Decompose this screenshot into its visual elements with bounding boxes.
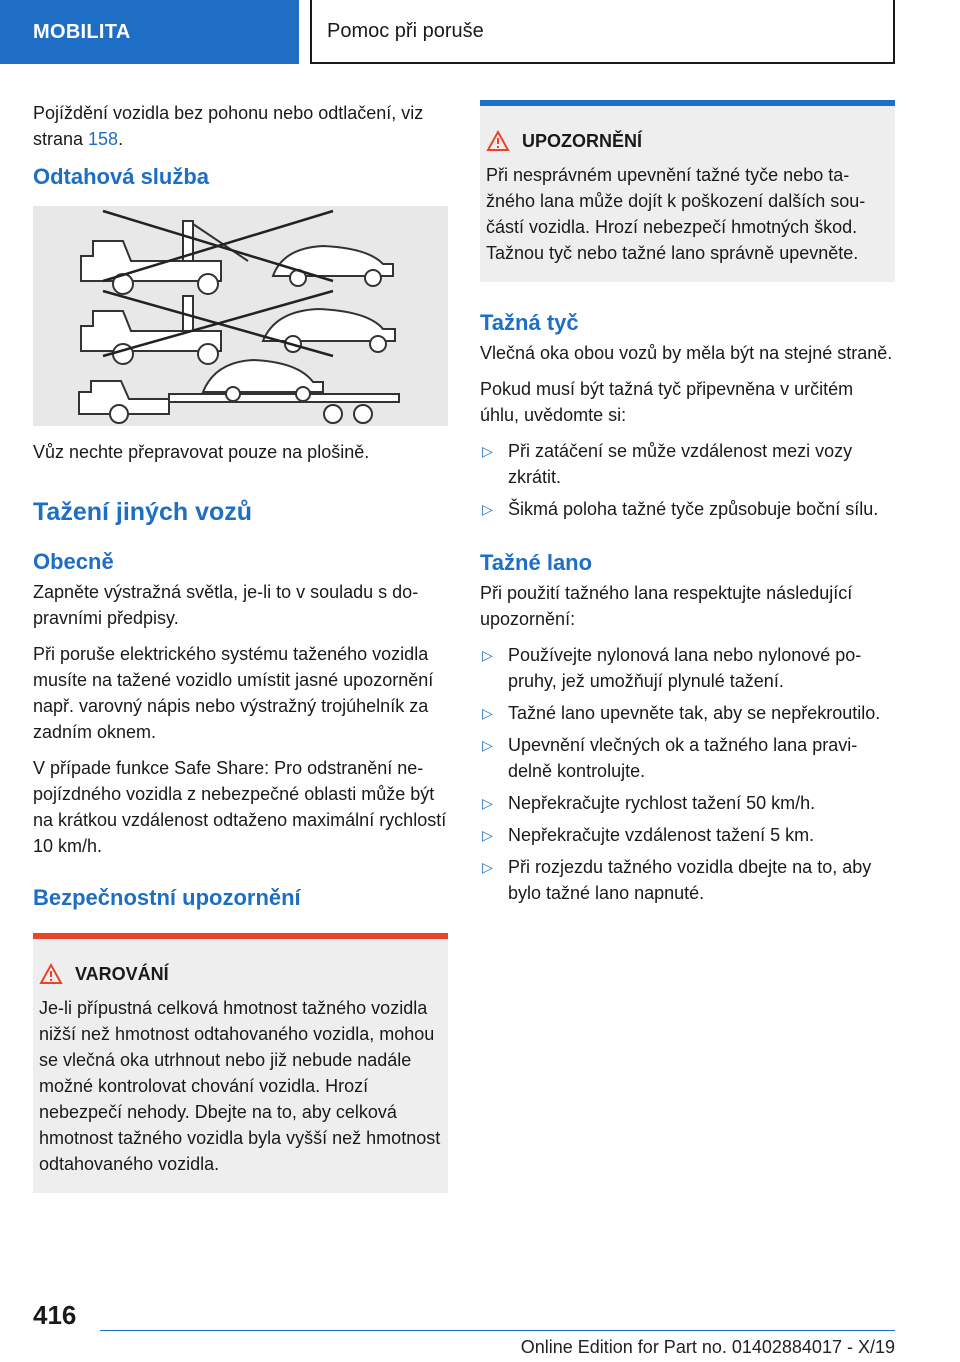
header-section-tab <box>0 0 299 64</box>
list-item: ▷ Při rozjezdu tažného vozidla dbejte na to, aby bylo tažné lano napnuté. <box>480 854 895 906</box>
heading-towing-other-vehicles: Tažení jiných vozů <box>33 498 253 526</box>
list-bullet-triangle-icon: ▷ <box>482 501 493 517</box>
heading-towing-service: Odtahová služba <box>33 164 210 189</box>
warning-title: VAROVÁNÍ <box>75 963 169 984</box>
page-link-158[interactable]: 158 <box>88 129 119 149</box>
tow-bar-list <box>480 438 895 522</box>
list-bullet-triangle-icon: ▷ <box>482 859 493 875</box>
towing-illustration <box>33 206 448 426</box>
tow-rope-list <box>480 642 895 906</box>
intro-paragraph <box>33 100 448 152</box>
footer-edition: Online Edition for Part no. 01402884017 - X/19 <box>100 1330 895 1358</box>
caution-title: UPOZORNĚNÍ <box>522 130 643 151</box>
intro-end: . <box>118 129 124 149</box>
warning-box <box>33 933 448 1193</box>
list-bullet-triangle-icon: ▷ <box>482 827 493 843</box>
list-item: ▷ Při zatáčení se může vzdálenost mezi vozy zkrátit. <box>480 438 895 490</box>
general-paragraph-2: Při poruše elektrického systému taženého vozidla musíte na tažené vozidlo umístit jasné upozornění např. varovný nápis nebo výstražný trojúhelník za zadním oknem. <box>33 644 434 742</box>
tow-rope-paragraph: Při použití tažného lana respektujte následující upozornění: <box>480 583 853 629</box>
left-column <box>33 100 448 1193</box>
warning-title-row <box>39 963 442 985</box>
tow-trucks-illustration <box>33 206 448 426</box>
warning-triangle-icon <box>486 130 510 152</box>
heading-safety-notes: Bezpečnostní upozornění <box>33 885 301 910</box>
warning-triangle-icon <box>39 963 63 985</box>
intro-text: Pojíždění vozidla bez pohonu nebo odtlačení, viz strana <box>33 103 424 149</box>
list-bullet-triangle-icon: ▷ <box>482 705 493 721</box>
list-item: ▷ Šikmá poloha tažné tyče způsobuje boční sílu. <box>480 496 895 522</box>
tow-bar-paragraph-2: Pokud musí být tažná tyč připevněna v určitém úhlu, uvědomte si: <box>480 379 854 425</box>
list-item: ▷ Tažné lano upevněte tak, aby se nepřekroutilo. <box>480 700 895 726</box>
header-chapter-label: Pomoc při poruše <box>327 19 484 42</box>
right-column <box>480 100 895 916</box>
general-paragraph-1: Zapněte výstražná světla, je-li to v souladu s dopravními předpisy. <box>33 582 419 628</box>
list-bullet-triangle-icon: ▷ <box>482 443 493 459</box>
list-item: ▷ Upevnění vlečných ok a tažného lana pravidelně kontrolujte. <box>480 732 895 784</box>
heading-general: Obecně <box>33 549 114 574</box>
header-section-label: MOBILITA <box>33 20 131 43</box>
header-chapter-box <box>310 0 895 64</box>
caution-title-row <box>486 130 889 152</box>
list-bullet-triangle-icon: ▷ <box>482 647 493 663</box>
tow-bar-paragraph-1: Vlečná oka obou vozů by měla být na stejné straně. <box>480 343 893 363</box>
list-bullet-triangle-icon: ▷ <box>482 795 493 811</box>
caution-box <box>480 100 895 282</box>
caution-text: Při nesprávném upevnění tažné tyče nebo tažného lana může dojít k poškození dalších součástí vozidla. Hrozí nebezpečí hmotných škod. Tažnou tyč nebo tažné lano správně upevněte. <box>486 165 866 263</box>
list-item: ▷ Nepřekračujte vzdálenost tažení 5 km. <box>480 822 895 848</box>
heading-tow-bar: Tažná tyč <box>480 310 579 335</box>
figure-caption: Vůz nechte přepravovat pouze na plošině. <box>33 442 370 462</box>
heading-tow-rope: Tažné lano <box>480 550 593 575</box>
list-item: ▷ Nepřekračujte rychlost tažení 50 km/h. <box>480 790 895 816</box>
page-number: 416 <box>33 1300 77 1330</box>
general-paragraph-3: V případe funkce Safe Share: Pro odstranění nepojízdného vozidla z nebezpečné oblasti může být na krátkou vzdálenost odtaženo maximální rychlostí 10 km/h. <box>33 758 447 856</box>
list-item: ▷ Používejte nylonová lana nebo nylonové popruhy, jež umožňují plynulé tažení. <box>480 642 895 694</box>
list-bullet-triangle-icon: ▷ <box>482 737 493 753</box>
warning-text: Je-li přípustná celková hmotnost tažného vozidla nižší než hmotnost odtahovaného vozidla, mohou se vlečná oka utrhnout nebo již nebude nadále možné kontrolovat chování vozidla. Hrozí nebezpečí nehody. Dbejte na to, aby celková hmotnost tažného vozidla byla vyšší než hmotnost odtahovaného vozidla. <box>39 998 441 1174</box>
